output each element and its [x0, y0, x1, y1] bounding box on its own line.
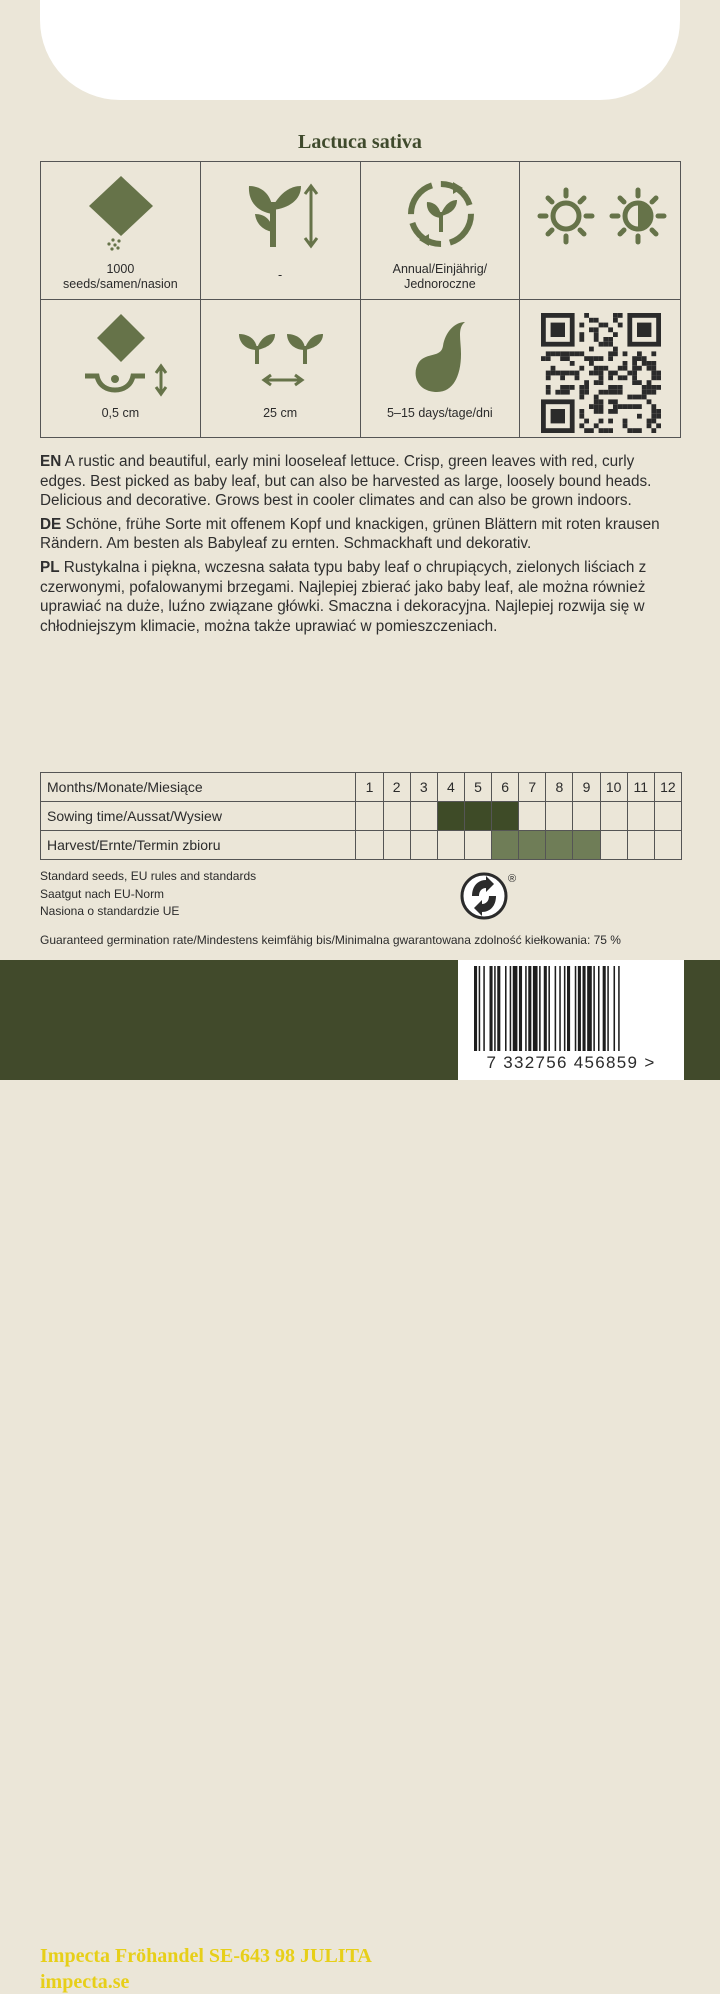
barcode-bars [458, 960, 684, 1051]
month-header: 8 [546, 773, 573, 802]
sowing-month-cell [437, 802, 464, 831]
desc-pl-text: Rustykalna i piękna, wczesna sałata typu baby leaf o chrupiących, zielonych liściach z czerwonymi, pofalowanymi brzegami. Najlepiej zbierać jako baby leaf, ale można również uprawiać na duże, luźno związane główki. Smaczna i dekoracyjna. Najlepiej rozwija się w chłodniejszym klimacie, można także uprawiać w pomieszczeniach. [40, 558, 647, 635]
sowing-month-cell [383, 802, 410, 831]
sowing-month-cell [519, 802, 546, 831]
barcode-area [458, 960, 684, 1051]
standards-line-en: Standard seeds, EU rules and standards [40, 869, 257, 883]
months-label: Months/Monate/Miesiące [41, 773, 356, 802]
harvest-month-cell [573, 831, 600, 860]
sowing-label: Sowing time/Aussat/Wysiew [41, 802, 356, 831]
standards-line-pl: Nasiona o standardzie UE [40, 904, 180, 918]
sow-depth-cell [41, 300, 201, 438]
sow-depth-label: 0,5 cm [101, 405, 140, 420]
company-address: Impecta Fröhandel SE-643 98 JULITA [40, 1945, 372, 1967]
height-cell [201, 162, 361, 300]
spacing-cell [201, 300, 361, 438]
lang-code-de: DE [40, 515, 62, 533]
lang-code-en: EN [40, 453, 62, 470]
icon-grid [40, 161, 681, 438]
harvest-month-cell [654, 831, 681, 860]
annual-cycle-icon [361, 162, 521, 262]
month-header: 12 [654, 773, 681, 802]
harvest-month-cell [519, 831, 546, 860]
height-label: - [278, 268, 283, 282]
harvest-month-cell [627, 831, 654, 860]
sowing-month-cell [600, 802, 627, 831]
green-dot-recycling-icon [456, 866, 526, 926]
barcode-number: 7 332756 456859 > [458, 1051, 684, 1080]
registered-mark: ® [508, 873, 517, 885]
sowing-month-cell [356, 802, 383, 831]
sowing-month-cell [410, 802, 437, 831]
harvest-month-cell [356, 831, 383, 860]
calendar-harvest-row [41, 831, 682, 860]
desc-pl [40, 558, 680, 636]
month-header: 4 [437, 773, 464, 802]
species-name: Lactuca sativa [298, 131, 422, 153]
seed-count-cell [41, 162, 201, 300]
standards-text [40, 868, 256, 921]
hanger-tab [40, 0, 680, 100]
month-header: 2 [383, 773, 410, 802]
qr-code-icon[interactable] [520, 300, 680, 438]
sowing-month-cell [654, 802, 681, 831]
harvest-month-cell [437, 831, 464, 860]
sowing-month-cell [492, 802, 519, 831]
harvest-label: Harvest/Ernte/Termin zbioru [41, 831, 356, 860]
lifecycle-cell [361, 162, 521, 300]
spacing-label: 25 cm [263, 405, 298, 420]
month-header: 11 [627, 773, 654, 802]
sowing-calendar [40, 772, 682, 860]
sowing-depth-icon [41, 300, 201, 400]
sowing-month-cell [464, 802, 491, 831]
harvest-month-cell [410, 831, 437, 860]
month-header: 9 [573, 773, 600, 802]
desc-de [40, 515, 680, 554]
harvest-month-cell [492, 831, 519, 860]
harvest-month-cell [546, 831, 573, 860]
lang-code-pl: PL [40, 558, 60, 576]
month-header: 6 [492, 773, 519, 802]
month-header: 1 [356, 773, 383, 802]
desc-de-text: Schöne, frühe Sorte mit offenem Kopf und knackigen, grünen Blättern mit roten krausen Rändern. Am besten als Babyleaf zu ernten. Schmackhaft und dekorativ. [40, 515, 660, 553]
partial-shade-icon [520, 162, 680, 262]
descriptions [40, 452, 680, 640]
calendar-sowing-row [41, 802, 682, 831]
lifecycle-label: Annual/Einjährig/ Jednoroczne [392, 262, 488, 291]
sowing-month-cell [573, 802, 600, 831]
desc-en-text: A rustic and beautiful, early mini looseleaf lettuce. Crisp, green leaves with red, curly edges. Best picked as baby leaf, but can also be harvested as large, loosely bound heads. Delicious and decorative. Grows best in cooler climates and can also be grown indoors. [40, 453, 652, 510]
seed-count-label: 1000 seeds/samen/nasion [63, 262, 178, 291]
sowing-month-cell [627, 802, 654, 831]
desc-en [40, 452, 680, 511]
sun-exposure-cell [520, 162, 680, 300]
calendar-months-row [41, 773, 682, 802]
company-website[interactable]: impecta.se [40, 1971, 130, 1993]
harvest-month-cell [600, 831, 627, 860]
seed-packet-icon [41, 162, 201, 262]
plant-spacing-icon [201, 300, 361, 400]
month-header: 3 [410, 773, 437, 802]
qr-cell [520, 300, 680, 438]
germination-rate: Guaranteed germination rate/Mindestens keimfähig bis/Minimalna gwarantowana zdolność kiełkowania: 75 % [40, 933, 621, 947]
standards-line-de: Saatgut nach EU-Norm [40, 886, 165, 901]
month-header: 5 [464, 773, 491, 802]
germination-cell [361, 300, 521, 438]
harvest-month-cell [464, 831, 491, 860]
germinating-seed-icon [361, 300, 521, 400]
plant-height-icon [201, 162, 361, 262]
harvest-month-cell [383, 831, 410, 860]
month-header: 7 [519, 773, 546, 802]
month-header: 10 [600, 773, 627, 802]
germination-label: 5–15 days/tage/dni [387, 405, 493, 420]
sowing-month-cell [546, 802, 573, 831]
